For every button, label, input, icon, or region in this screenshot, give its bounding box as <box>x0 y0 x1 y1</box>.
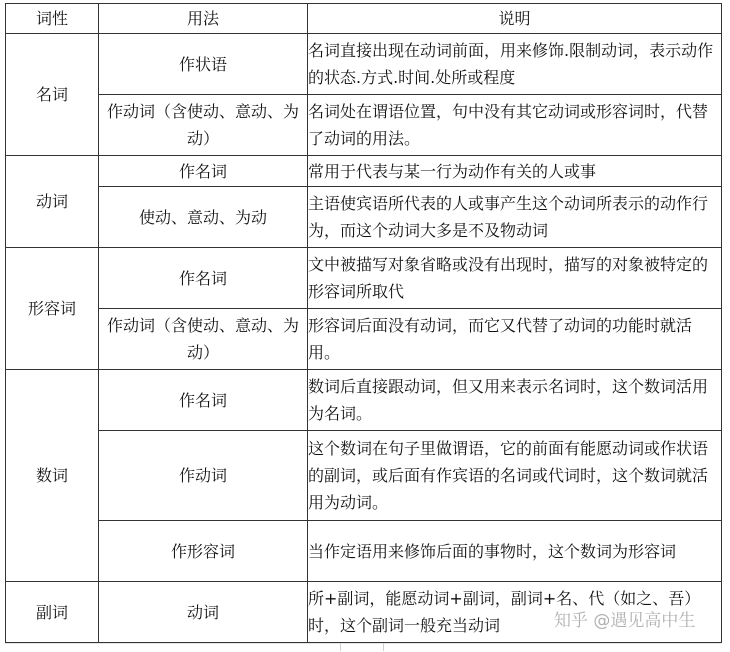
zhihu-watermark: 知乎 @遇见高中生 <box>554 611 696 631</box>
desc-cell: 这个数词在句子里做谓语，它的前面有能愿动词或作状语的副词，或后面有作宾语的名词或代词时，这个数词就活用为动词。 <box>308 431 722 521</box>
usage-cell: 作名词 <box>99 248 308 309</box>
table-row <box>6 34 722 95</box>
usage-cell: 使动、意动、为动 <box>99 187 308 248</box>
desc-cell: 常用于代表与某一行为动作有关的人或事 <box>308 156 722 187</box>
table-row <box>6 309 722 370</box>
usage-cell: 作名词 <box>99 370 308 431</box>
usage-cell: 作动词 <box>99 431 308 521</box>
usage-cell: 作形容词 <box>99 521 308 582</box>
desc-cell: 所+副词，能愿动词+副词，副词+名、代（如之、吾）时，这个副词一般充当动词 <box>308 582 722 643</box>
pos-cell-adverb: 副词 <box>6 582 99 643</box>
table-row <box>6 521 722 582</box>
usage-cell: 作动词（含使动、意动、为动） <box>99 309 308 370</box>
usage-cell: 作名词 <box>99 156 308 187</box>
desc-cell: 形容词后面没有动词，而它又代替了动词的功能时就活用。 <box>308 309 722 370</box>
table-row <box>6 95 722 156</box>
header-desc: 说明 <box>308 4 722 34</box>
header-row <box>6 4 722 34</box>
pos-cell-verb: 动词 <box>6 156 99 248</box>
table-row <box>6 370 722 431</box>
pos-cell-adjective: 形容词 <box>6 248 99 370</box>
desc-cell: 名词直接出现在动词前面，用来修饰.限制动词，表示动作的状态.方式.时间.处所或程度 <box>308 34 722 95</box>
desc-cell: 主语使宾语所代表的人或事产生这个动词所表示的动作行为，而这个动词大多是不及物动词 <box>308 187 722 248</box>
usage-cell: 动词 <box>99 582 308 643</box>
usage-cell: 作状语 <box>99 34 308 95</box>
pos-cell-numeral: 数词 <box>6 370 99 582</box>
table-row <box>6 187 722 248</box>
table-row <box>6 248 722 309</box>
grammar-table <box>5 3 722 643</box>
table-header <box>6 4 722 34</box>
desc-cell: 名词处在谓语位置，句中没有其它动词或形容词时，代替了动词的用法。 <box>308 95 722 156</box>
table-row <box>6 431 722 521</box>
desc-cell: 当作定语用来修饰后面的事物时，这个数词为形容词 <box>308 521 722 582</box>
desc-cell: 数词后直接跟动词，但又用来表示名词时，这个数词活用为名词。 <box>308 370 722 431</box>
bottom-tab-tick <box>340 643 384 651</box>
header-pos: 词性 <box>6 4 99 34</box>
header-usage: 用法 <box>99 4 308 34</box>
usage-cell: 作动词（含使动、意动、为动） <box>99 95 308 156</box>
table-row <box>6 156 722 187</box>
desc-cell: 文中被描写对象省略或没有出现时，描写的对象被特定的形容词所取代 <box>308 248 722 309</box>
pos-cell-noun: 名词 <box>6 34 99 156</box>
table-body <box>6 34 722 643</box>
